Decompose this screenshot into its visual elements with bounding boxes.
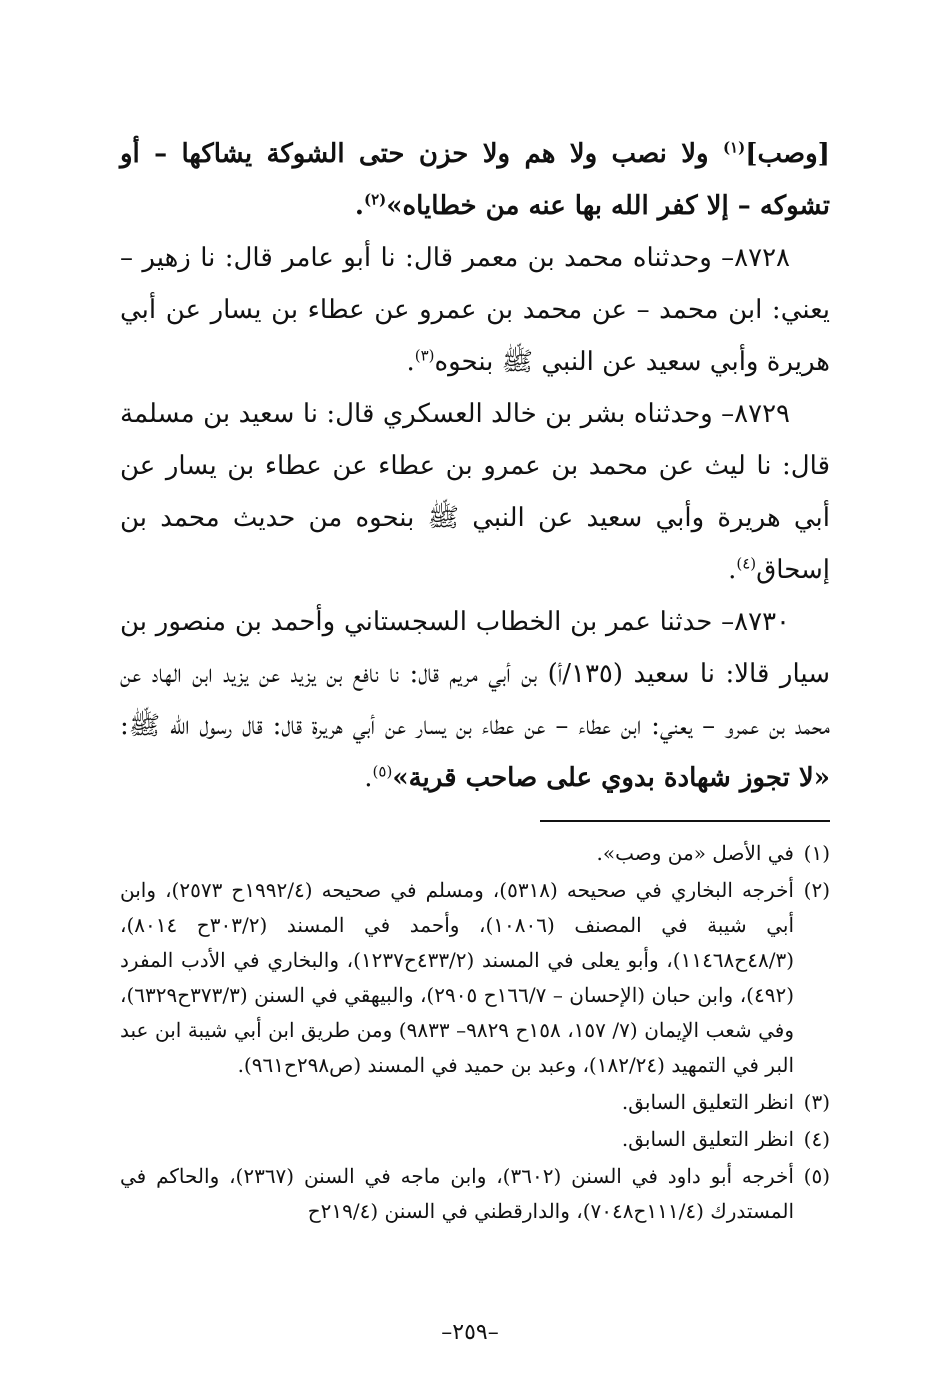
footnote-number: (١) bbox=[803, 841, 830, 865]
main-text bbox=[120, 128, 830, 804]
footnote-text: أخرجه أبو داود في السنن (٣٦٠٢)، وابن ماجه في السنن (٢٣٦٧)، والحاكم في المستدرك (١١١/٤ح٧٠٤٨)، والدارقطني في السنن (٢١٩/٤ح bbox=[120, 1164, 794, 1223]
period: . bbox=[354, 191, 364, 221]
footnote-number: (٥) bbox=[803, 1164, 830, 1188]
footnote-item bbox=[120, 1159, 830, 1229]
footnote-item bbox=[120, 1122, 830, 1157]
bracket-word: [وصب] bbox=[745, 139, 830, 169]
footnote-ref-4: (٤) bbox=[736, 554, 757, 573]
footnote-ref-3: (٣) bbox=[414, 346, 435, 365]
period: . bbox=[364, 763, 373, 793]
footnote-text: أخرجه البخاري في صحيحه (٥٣١٨)، ومسلم في صحيحه (١٩٩٢/٤ح ٢٥٧٣)، وابن أبي شيبة في المصنف (١٠٨٠٦)، وأحمد في المسند (٣٠٣/٢ح ٨٠١٤)، (٤٨/٣ح١١٤٦٨)، وأبو يعلى في المسند (٤٣٣/٢ح١٢٣٧)، والبخاري في الأدب المفرد (٤٩٢)، وابن حبان (الإحسان – ١٦٦/٧ح ٢٩٠٥)، والبيهقي في السنن (٣٧٣/٣ح٦٣٢٩)، وفي شعب الإيمان (٧/ ١٥٧، ١٥٨ح ٩٨٢٩– ٩٨٣٣) ومن طريق ابن أبي شيبة ابن عبد البر في التمهيد (١٨٢/٢٤)، وعبد بن حميد في المسند (ص٢٩٨ح٩٦١). bbox=[120, 878, 795, 1077]
page-number: –٢٥٩– bbox=[441, 1320, 499, 1345]
footnote-number: (٤) bbox=[803, 1127, 830, 1151]
footnote-text: في الأصل «من وصب». bbox=[596, 841, 794, 865]
page-body bbox=[120, 128, 830, 1231]
paragraph-8728 bbox=[120, 232, 830, 388]
footnote-ref-1: (١) bbox=[722, 138, 746, 157]
paragraph-hadith-end bbox=[120, 128, 830, 232]
paragraph-text: ٨٧٣٠– حدثنا عمر بن الخطاب السجستاني وأحمد بن منصور بن سيار قالا: نا سعيد (١٣٥/أ) بن أبي مريم قال: نا نافع بن يزيد عن يزيد ابن الهاد عن محمد بن عمرو – يعني: ابن عطاء – عن عطاء بن يسار عن أبي هريرة قال: قال رسول الله ﷺ: bbox=[120, 607, 830, 741]
period: . bbox=[406, 347, 415, 377]
footnote-ref-5: (٥) bbox=[372, 762, 393, 781]
paragraph-8729 bbox=[120, 388, 830, 596]
footnote-text: انظر التعليق السابق. bbox=[621, 1127, 794, 1151]
footnote-number: (٢) bbox=[803, 878, 830, 902]
hadith-quote: «لا تجوز شهادة بدوي على صاحب قرية» bbox=[392, 763, 830, 793]
footnote-divider bbox=[540, 820, 830, 822]
footnotes bbox=[120, 836, 830, 1229]
footnote-item bbox=[120, 836, 830, 871]
period: . bbox=[728, 555, 737, 585]
paragraph-text: ٨٧٢٨– وحدثناه محمد بن معمر قال: نا أبو عامر قال: نا زهير – يعني: ابن محمد – عن محمد بن عمرو عن عطاء بن يسار عن أبي هريرة وأبي سعيد عن النبي ﷺ بنحوه bbox=[120, 243, 830, 377]
footnote-ref-2: (٢) bbox=[363, 190, 387, 209]
hadith-text: ولا نصب ولا هم ولا حزن حتى الشوكة يشاكها – أو تشوكه – إلا كفر الله بها عنه من خطاياه» bbox=[120, 139, 830, 221]
paragraph-8730 bbox=[120, 596, 830, 804]
footnote-number: (٣) bbox=[803, 1090, 830, 1114]
footnote-item bbox=[120, 873, 830, 1083]
footnote-item bbox=[120, 1085, 830, 1120]
footnote-text: انظر التعليق السابق. bbox=[621, 1090, 794, 1114]
paragraph-text: ٨٧٢٩– وحدثناه بشر بن خالد العسكري قال: نا سعيد بن مسلمة قال: نا ليث عن محمد بن عمرو بن عطاء عن عطاء بن يسار عن أبي هريرة وأبي سعيد عن النبي ﷺ بنحوه من حديث محمد بن إسحاق bbox=[120, 399, 830, 585]
